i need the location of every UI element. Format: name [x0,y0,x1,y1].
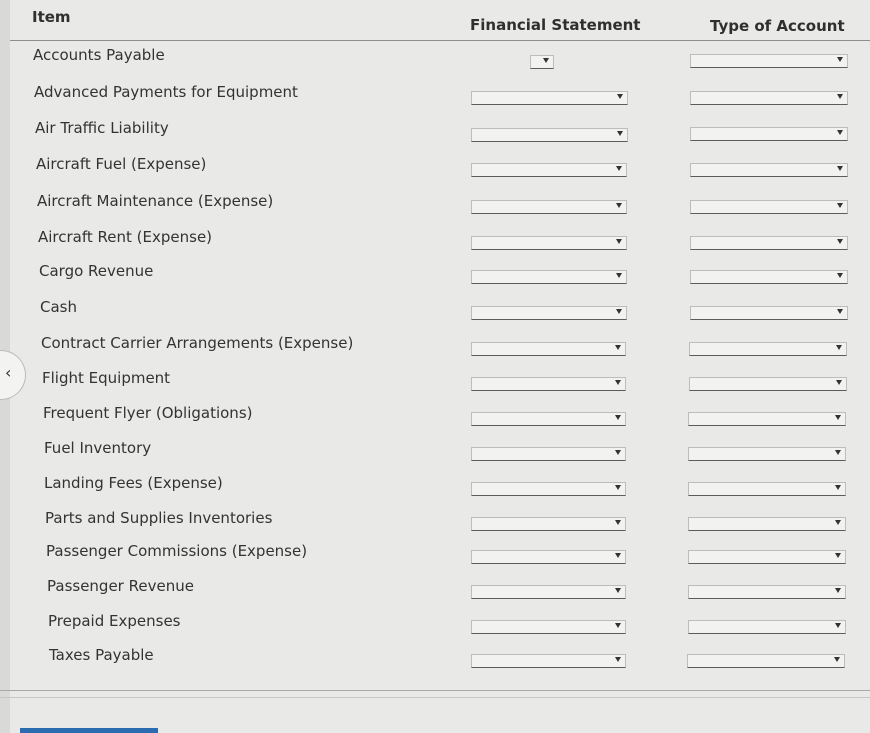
item-label: Frequent Flyer (Obligations) [43,404,253,422]
dropdown-caret-icon [615,345,621,350]
table-row [0,612,870,646]
type-of-account-select[interactable] [688,447,846,461]
dropdown-caret-icon [616,166,622,171]
item-label: Prepaid Expenses [48,612,181,630]
financial-statement-select[interactable] [471,91,628,105]
dropdown-caret-icon [837,130,843,135]
item-label: Cash [40,298,77,316]
type-of-account-select[interactable] [690,200,848,214]
dropdown-caret-icon [617,94,623,99]
item-label: Contract Carrier Arrangements (Expense) [41,334,354,352]
financial-statement-select[interactable] [471,163,627,177]
type-of-account-select[interactable] [688,482,846,496]
type-of-account-select[interactable] [690,306,848,320]
dropdown-caret-icon [837,94,843,99]
dropdown-caret-icon [615,520,621,525]
table-row [0,439,870,473]
type-of-account-select[interactable] [690,236,848,250]
financial-statement-select[interactable] [471,585,626,599]
financial-statement-select[interactable] [471,306,627,320]
type-of-account-select[interactable] [690,163,848,177]
type-of-account-select[interactable] [688,550,846,564]
dropdown-caret-icon [615,380,621,385]
dropdown-caret-icon [615,623,621,628]
financial-statement-select[interactable] [471,200,627,214]
item-label: Passenger Commissions (Expense) [46,542,308,560]
type-of-account-select[interactable] [690,270,848,284]
table-row [0,192,870,226]
bottom-divider-secondary [0,697,870,698]
type-of-account-select[interactable] [690,91,848,105]
financial-statement-select[interactable] [471,550,626,564]
table-row [0,298,870,332]
item-label: Advanced Payments for Equipment [34,83,298,101]
dropdown-caret-icon [837,273,843,278]
table-row [0,542,870,576]
type-of-account-select[interactable] [688,517,846,531]
financial-statement-select[interactable] [471,236,627,250]
financial-statement-select[interactable] [471,517,626,531]
dropdown-caret-icon [835,520,841,525]
dropdown-caret-icon [835,588,841,593]
dropdown-caret-icon [835,415,841,420]
dropdown-caret-icon [834,657,840,662]
table-row [0,83,870,117]
financial-statement-select[interactable] [471,270,627,284]
type-of-account-select[interactable] [690,54,848,68]
scroll-indicator[interactable] [20,728,158,733]
type-of-account-select[interactable] [688,412,846,426]
dropdown-caret-icon [836,380,842,385]
dropdown-caret-icon [543,58,549,63]
item-label: Taxes Payable [49,646,154,664]
item-label: Aircraft Maintenance (Expense) [37,192,274,210]
type-of-account-select[interactable] [688,585,846,599]
dropdown-caret-icon [837,309,843,314]
item-label: Passenger Revenue [47,577,194,595]
type-of-account-select[interactable] [688,620,846,634]
dropdown-caret-icon [835,623,841,628]
table-row [0,577,870,611]
table-row [0,509,870,543]
table-row [0,646,870,680]
financial-statement-select[interactable] [471,128,628,142]
column-header-financial-statement: Financial Statement [470,16,641,34]
dropdown-caret-icon [617,131,623,136]
item-label: Accounts Payable [33,46,165,64]
bottom-divider [0,690,870,691]
item-label: Landing Fees (Expense) [44,474,223,492]
type-of-account-select[interactable] [687,654,845,668]
financial-statement-select[interactable] [471,377,626,391]
type-of-account-select[interactable] [689,342,847,356]
table-header [0,0,870,44]
table-row [0,404,870,438]
item-label: Parts and Supplies Inventories [45,509,273,527]
chevron-left-icon: ‹ [5,363,12,382]
financial-statement-select[interactable] [530,55,554,69]
dropdown-caret-icon [615,553,621,558]
dropdown-caret-icon [616,273,622,278]
item-label: Cargo Revenue [39,262,154,280]
dropdown-caret-icon [615,415,621,420]
financial-statement-select[interactable] [471,342,626,356]
dropdown-caret-icon [616,203,622,208]
item-label: Aircraft Fuel (Expense) [36,155,207,173]
item-label: Aircraft Rent (Expense) [38,228,213,246]
dropdown-caret-icon [615,485,621,490]
table-row [0,474,870,508]
dropdown-caret-icon [616,309,622,314]
type-of-account-select[interactable] [690,127,848,141]
dropdown-caret-icon [835,450,841,455]
table-row [0,228,870,262]
item-label: Flight Equipment [42,369,171,387]
header-divider [10,40,870,41]
dropdown-caret-icon [836,345,842,350]
dropdown-caret-icon [837,203,843,208]
item-label: Air Traffic Liability [35,119,169,137]
item-label: Fuel Inventory [44,439,152,457]
dropdown-caret-icon [835,485,841,490]
dropdown-caret-icon [616,239,622,244]
table-row [0,155,870,189]
table-row [0,46,870,80]
financial-statement-select[interactable] [471,412,626,426]
dropdown-caret-icon [837,239,843,244]
type-of-account-select[interactable] [689,377,847,391]
financial-statement-select[interactable] [471,654,626,668]
column-header-item: Item [32,8,71,26]
dropdown-caret-icon [615,450,621,455]
financial-statement-select[interactable] [471,447,626,461]
table-row [0,262,870,296]
financial-statement-select[interactable] [471,620,626,634]
dropdown-caret-icon [837,57,843,62]
dropdown-caret-icon [615,588,621,593]
column-header-type-of-account: Type of Account [710,17,845,35]
table-row [0,334,870,368]
table-row [0,119,870,153]
financial-statement-select[interactable] [471,482,626,496]
table-row [0,369,870,403]
dropdown-caret-icon [615,657,621,662]
dropdown-caret-icon [837,166,843,171]
dropdown-caret-icon [835,553,841,558]
